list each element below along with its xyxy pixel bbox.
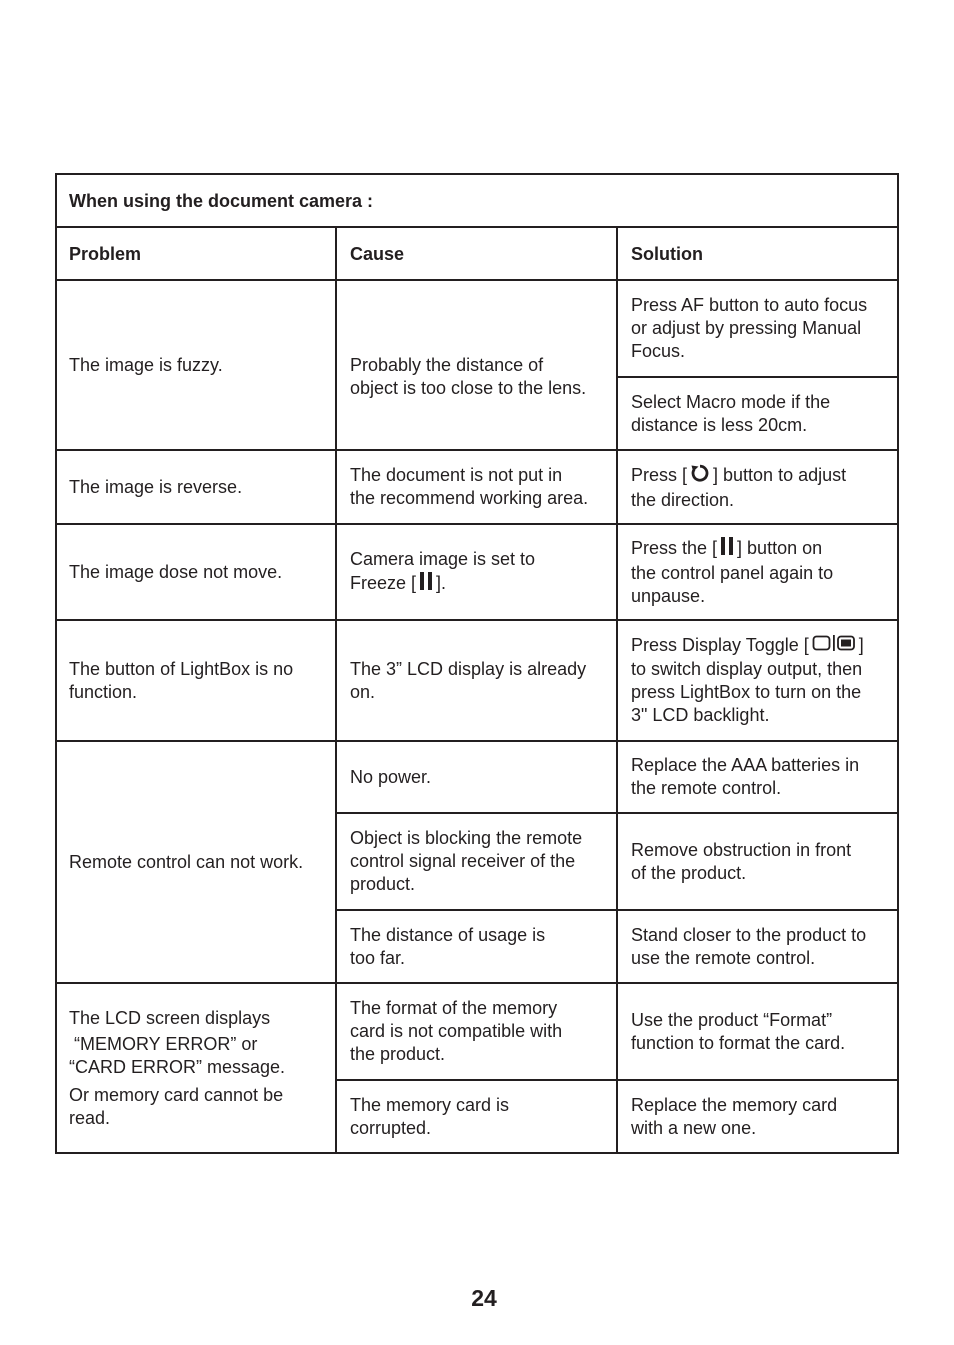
problem-cell: The button of LightBox is no function.	[69, 658, 294, 702]
solution-cell: Replace the memory card with a new one.	[631, 1094, 838, 1138]
pause-icon	[720, 536, 734, 562]
solution-cell: Press the [ ] button on the control panel again to unpause.	[631, 537, 834, 606]
solution-cell: Use the product “Format” function to format the card.	[631, 1009, 846, 1053]
page-number: 24	[471, 1285, 497, 1311]
problem-cell: The image is fuzzy.	[69, 354, 223, 375]
solution-cell: Select Macro mode if the distance is less 20cm.	[631, 391, 831, 435]
cause-cell: The document is not put in the recommend working area.	[350, 465, 589, 508]
cause-cell: No power.	[350, 766, 432, 787]
cause-cell: Object is blocking the remote control signal receiver of the product.	[350, 828, 583, 894]
problem-cell: The LCD screen displays “MEMORY ERROR” or “CARD ERROR” message. Or memory card cannot be read.	[69, 1007, 286, 1128]
cause-cell: The 3” LCD display is already on.	[350, 658, 587, 702]
header-solution: Solution	[631, 243, 703, 264]
header-cause: Cause	[350, 243, 405, 264]
problem-cell: The image dose not move.	[69, 561, 283, 582]
solution-cell: Replace the AAA batteries in the remote control.	[631, 755, 860, 798]
solution-cell: Remove obstruction in front of the product.	[631, 839, 852, 883]
cause-cell: Camera image is set to Freeze [ ].	[337, 525, 617, 619]
cause-cell: The memory card is corrupted.	[350, 1094, 510, 1138]
pause-icon	[419, 571, 433, 597]
table-title: When using the document camera :	[69, 190, 374, 211]
solution-cell: Press AF button to auto focus or adjust by pressing Manual Focus.	[631, 295, 868, 361]
header-problem: Problem	[69, 243, 142, 264]
solution-cell: Press [ ] button to adjust the direction.	[631, 464, 847, 510]
solution-cell: Stand closer to the product to use the remote control.	[631, 924, 867, 968]
cause-cell: Probably the distance of object is too close to the lens.	[350, 355, 587, 398]
display-toggle-icon	[812, 634, 856, 658]
problem-cell: Remote control can not work.	[69, 851, 304, 872]
problem-cell: The image is reverse.	[69, 476, 243, 497]
solution-cell: Press Display Toggle [ ] to switch display output, then press LightBox to turn on the 3" LCD backlight.	[631, 634, 864, 726]
cause-cell: The format of the memory card is not compatible with the product.	[350, 998, 563, 1064]
cause-cell: The distance of usage is too far.	[350, 924, 546, 968]
rotate-icon	[690, 463, 710, 489]
